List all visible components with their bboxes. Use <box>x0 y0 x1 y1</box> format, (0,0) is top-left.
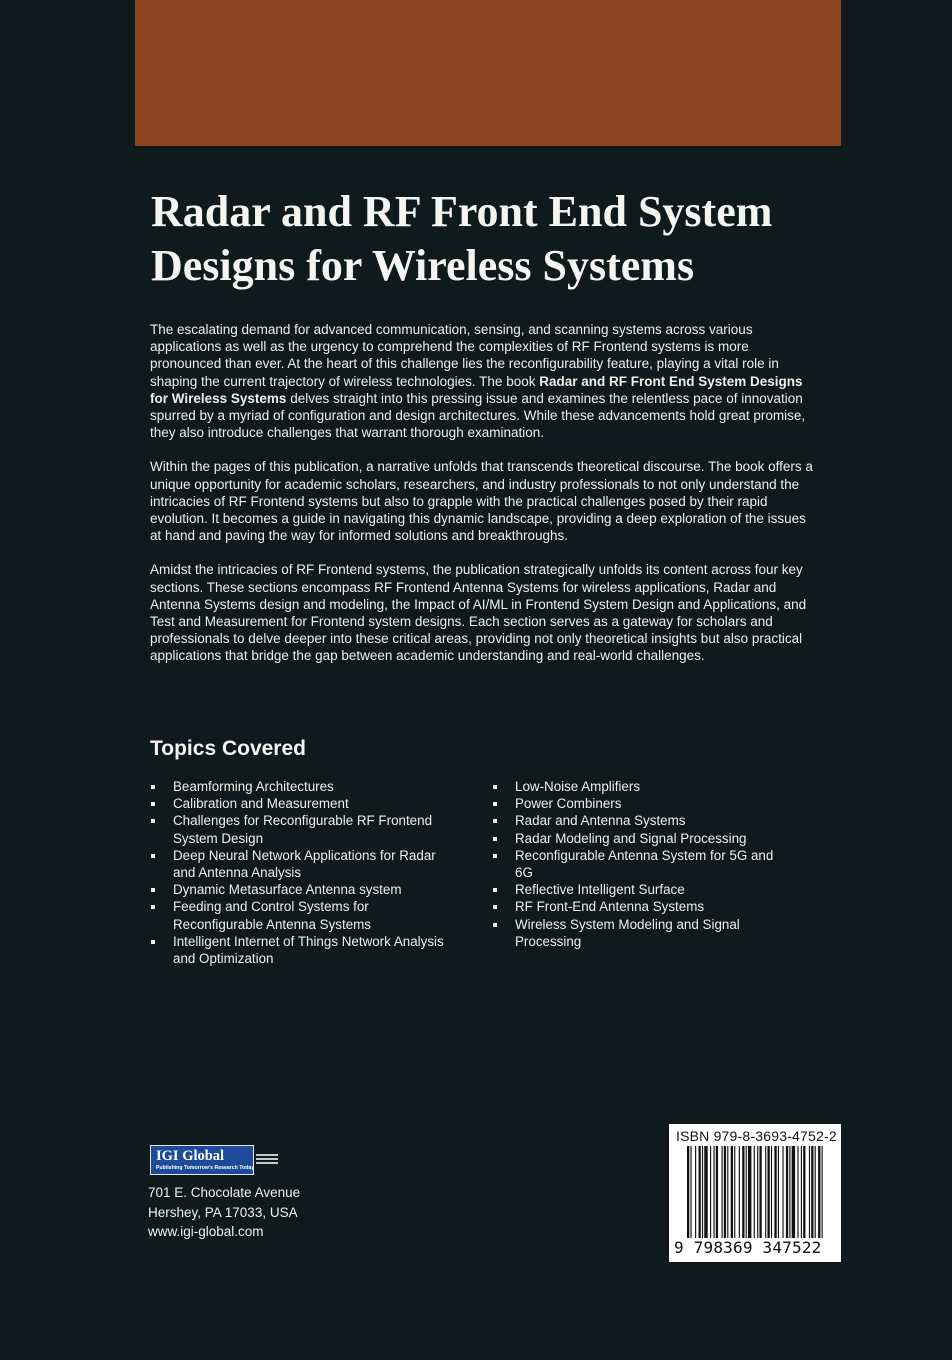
topic-item <box>150 881 450 898</box>
bullet-icon <box>151 940 155 944</box>
topic-label: Feeding and Control Systems for Reconfigurable Antenna Systems <box>173 899 372 932</box>
bullet-icon <box>493 854 497 858</box>
topics-list-left <box>150 778 450 967</box>
topic-label: Reflective Intelligent Surface <box>515 882 685 898</box>
topic-item <box>150 933 450 967</box>
description-text: The escalating demand for advanced communication, sensing, and scanning systems across various applications as well as the urgency to comprehend the complexities of RF Frontend systems is more pronounced than ever. At the heart of this challenge lies the reconfigurability feature, playing a vital role in shaping the current trajectory of wireless technologies. The book <box>150 322 779 389</box>
cover-top-color-band <box>135 0 841 146</box>
topic-item <box>150 795 450 812</box>
description-text: delves straight into this pressing issue and examines the relentless pace of innovation spurred by a myriad of configuration and design architectures. While these advancements hold great promise, they also introduce challenges that warrant thorough examination. <box>150 390 806 441</box>
topic-item <box>492 916 792 950</box>
book-description <box>150 321 816 682</box>
publisher-logo-box <box>150 1145 254 1175</box>
topics-heading: Topics Covered <box>150 737 306 760</box>
bullet-icon <box>493 819 497 823</box>
topic-item <box>492 847 792 881</box>
topic-item <box>492 830 792 847</box>
bullet-icon <box>493 888 497 892</box>
publisher-website: www.igi-global.com <box>148 1224 264 1239</box>
topic-label: Reconfigurable Antenna System for 5G and 6G <box>515 847 774 881</box>
topic-label: Low-Noise Amplifiers <box>515 779 641 794</box>
isbn-number: ISBN 979-8-3693-4752-2 <box>676 1128 837 1144</box>
book-title <box>151 185 841 293</box>
logo-stripes-icon <box>256 1154 278 1166</box>
bullet-icon <box>493 923 497 927</box>
topic-label: Radar Modeling and Signal Processing <box>515 830 747 846</box>
description-book-title: Radar and RF Front End System Designs for Wireless Systems <box>150 373 803 406</box>
bullet-icon <box>151 819 155 823</box>
topic-item <box>150 812 450 846</box>
publisher-address <box>148 1183 300 1242</box>
description-paragraph-1 <box>150 321 816 441</box>
topic-label: RF Front-End Antenna Systems <box>515 899 705 915</box>
bullet-icon <box>151 905 155 909</box>
topic-item <box>492 812 792 829</box>
bullet-icon <box>151 854 155 858</box>
bullet-icon <box>493 785 497 789</box>
address-city: Hershey, PA 17033, USA <box>148 1204 298 1220</box>
address-street: 701 E. Chocolate Avenue <box>148 1185 301 1200</box>
topics-list-right <box>492 778 792 950</box>
barcode-digits: 9 798369 347522 <box>674 1238 822 1257</box>
bullet-icon <box>151 785 155 789</box>
bullet-icon <box>493 905 497 909</box>
topic-item <box>492 881 792 898</box>
topic-label: Beamforming Architectures <box>173 779 334 794</box>
publisher-logo-tagline: Publishing Tomorrow's Research Today <box>156 1165 255 1171</box>
bullet-icon <box>493 802 497 806</box>
topic-label: Challenges for Reconfigurable RF Frontend System Design <box>173 813 433 846</box>
topic-label: Power Combiners <box>515 796 622 812</box>
topic-item <box>150 847 450 881</box>
topic-item <box>150 898 450 932</box>
bullet-icon <box>151 802 155 806</box>
topic-label: Deep Neural Network Applications for Radar and Antenna Analysis <box>173 847 436 881</box>
bullet-icon <box>493 837 497 841</box>
topic-label: Wireless System Modeling and Signal Processing <box>515 916 740 949</box>
publisher-logo <box>150 1145 278 1177</box>
isbn-barcode-label <box>669 1124 841 1262</box>
topic-label: Radar and Antenna Systems <box>515 813 686 829</box>
topic-item <box>150 778 450 795</box>
description-paragraph-3: Amidst the intricacies of RF Frontend systems, the publication strategically unfolds its content across four key sections. These sections encompass RF Frontend Antenna Systems for wireless applications, Radar and Antenna Systems design and modeling, the Impact of AI/ML in Frontend System Design and Applications, and Test and Measurement for Frontend system designs. Each section serves as a gateway for scholars and professionals to delve deeper into these critical areas, providing not only theoretical insights but also practical applications that bridge the gap between academic understanding and real-world challenges. <box>150 562 807 664</box>
topic-label: Dynamic Metasurface Antenna system <box>173 882 402 898</box>
bullet-icon <box>151 888 155 892</box>
publisher-logo-name: IGI Global <box>156 1148 225 1164</box>
topic-label: Intelligent Internet of Things Network Analysis and Optimization <box>173 933 444 967</box>
topic-item <box>492 778 792 795</box>
description-paragraph-2: Within the pages of this publication, a narrative unfolds that transcends theoretical discourse. The book offers a unique opportunity for academic scholars, researchers, and industry professionals to not only understand the intricacies of RF Frontend systems but also to grapple with the practical challenges posed by their rapid evolution. It becomes a guide in navigating this dynamic landscape, providing a deep exploration of the issues at hand and paving the way for informed solutions and breakthroughs. <box>150 459 813 544</box>
topic-item <box>492 898 792 915</box>
topic-item <box>492 795 792 812</box>
topic-label: Calibration and Measurement <box>173 796 349 812</box>
title-line-1: Radar and RF Front End System <box>151 187 773 236</box>
barcode-icon <box>687 1146 823 1238</box>
title-line-2: Designs for Wireless Systems <box>151 241 695 290</box>
